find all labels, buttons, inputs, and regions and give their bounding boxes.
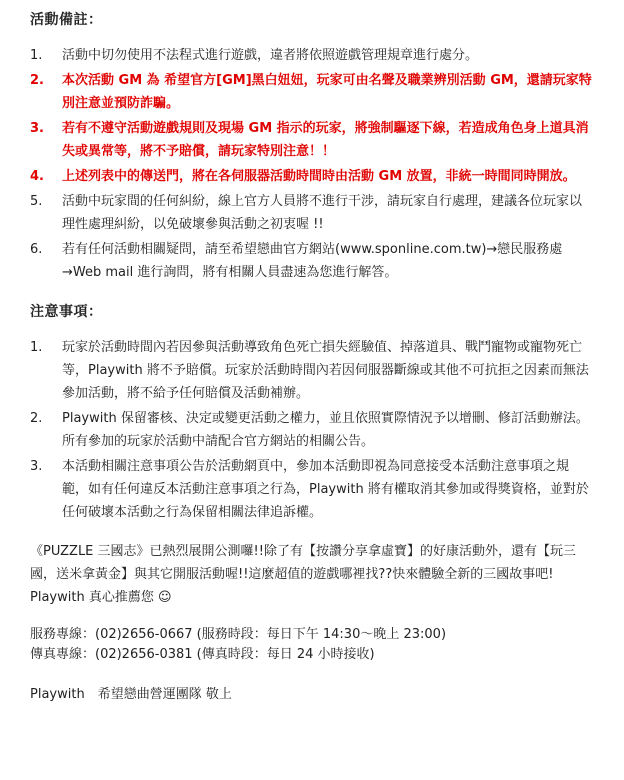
item-number: 1. — [30, 340, 43, 355]
section-title-precautions: 注意事項： — [30, 304, 103, 320]
item-text: 本次活動 GM 為 希望官方[GM]黑白妞妞，玩家可由名聲及職業辨別活動 GM，還請玩家特別注意並預防詐騙。 — [62, 73, 592, 111]
item-number: 1. — [30, 48, 43, 63]
list-item — [30, 117, 592, 163]
promo-paragraph: 《PUZZLE 三國志》已熱烈展開公測囉!!除了有【按讚分享拿虛寶】的好康活動外，還有【玩三國，送米拿黃金】與其它開服活動喔!!這麼超值的遊戲哪裡找??快來體驗全新的三國故事吧! Playwith 真心推薦您 ☺ — [30, 544, 576, 605]
list-item — [30, 455, 592, 524]
item-number: 4. — [30, 169, 44, 184]
list-item — [30, 69, 592, 115]
item-number: 2. — [30, 411, 43, 426]
item-text: 活動中切勿使用不法程式進行遊戲，違者將依照遊戲管理規章進行處分。 — [62, 48, 479, 63]
list-item — [30, 44, 592, 67]
service-hotline: 服務專線：(02)2656-0667 (服務時段：每日下午 14:30～晚上 23:00) — [30, 627, 447, 642]
item-number: 5. — [30, 194, 43, 209]
item-text: 活動中玩家間的任何糾紛，線上官方人員將不進行干涉，請玩家自行處理，建議各位玩家以理性處理糾紛，以免破壞參與活動之初衷喔 !! — [62, 194, 583, 232]
list-item — [30, 190, 592, 236]
item-number: 6. — [30, 242, 43, 257]
item-number: 3. — [30, 459, 43, 474]
section-title-activity-notes: 活動備註： — [30, 12, 103, 28]
item-text: 上述列表中的傳送門，將在各伺服器活動時間時由活動 GM 放置，非統一時間同時開放。 — [62, 169, 576, 184]
fax-hotline: 傳真專線：(02)2656-0381 (傳真時段：每日 24 小時接收) — [30, 647, 375, 662]
activity-notes-list — [30, 44, 592, 284]
item-text: 玩家於活動時間內若因參與活動導致角色死亡損失經驗值、掉落道具、戰鬥寵物或寵物死亡等，Playwith 將不予賠償。玩家於活動時間內若因伺服器斷線或其他不可抗拒之因素而無法參加活動，將不給予任何賠償及活動補辦。 — [62, 340, 589, 401]
item-text: 本活動相關注意事項公告於活動網頁中，參加本活動即視為同意接受本活動注意事項之規範，如有任何違反本活動注意事項之行為，Playwith 將有權取消其參加或得獎資格，並對於任何破壞本活動之行為保留相關法律追訴權。 — [62, 459, 589, 520]
list-item — [30, 336, 592, 405]
list-item — [30, 238, 592, 284]
item-text: 若有任何活動相關疑問，請至希望戀曲官方網站(www.sponline.com.tw)→戀民服務處→Web mail 進行詢問，將有相關人員盡速為您進行解答。 — [62, 242, 563, 280]
item-text: 若有不遵守活動遊戲規則及現場 GM 指示的玩家，將強制驅逐下線，若造成角色身上道具消失或異常等，將不予賠償，請玩家特別注意！！ — [62, 121, 589, 159]
item-number: 3. — [30, 121, 44, 136]
list-item — [30, 165, 592, 188]
item-number: 2. — [30, 73, 44, 88]
contact-block — [30, 625, 592, 665]
item-text: Playwith 保留審核、決定或變更活動之權力，並且依照實際情況予以增刪、修訂活動辦法。所有參加的玩家於活動中請配合官方網站的相關公告。 — [62, 411, 589, 449]
signature: Playwith 希望戀曲營運團隊 敬上 — [30, 687, 232, 702]
list-item — [30, 407, 592, 453]
precautions-list — [30, 336, 592, 524]
